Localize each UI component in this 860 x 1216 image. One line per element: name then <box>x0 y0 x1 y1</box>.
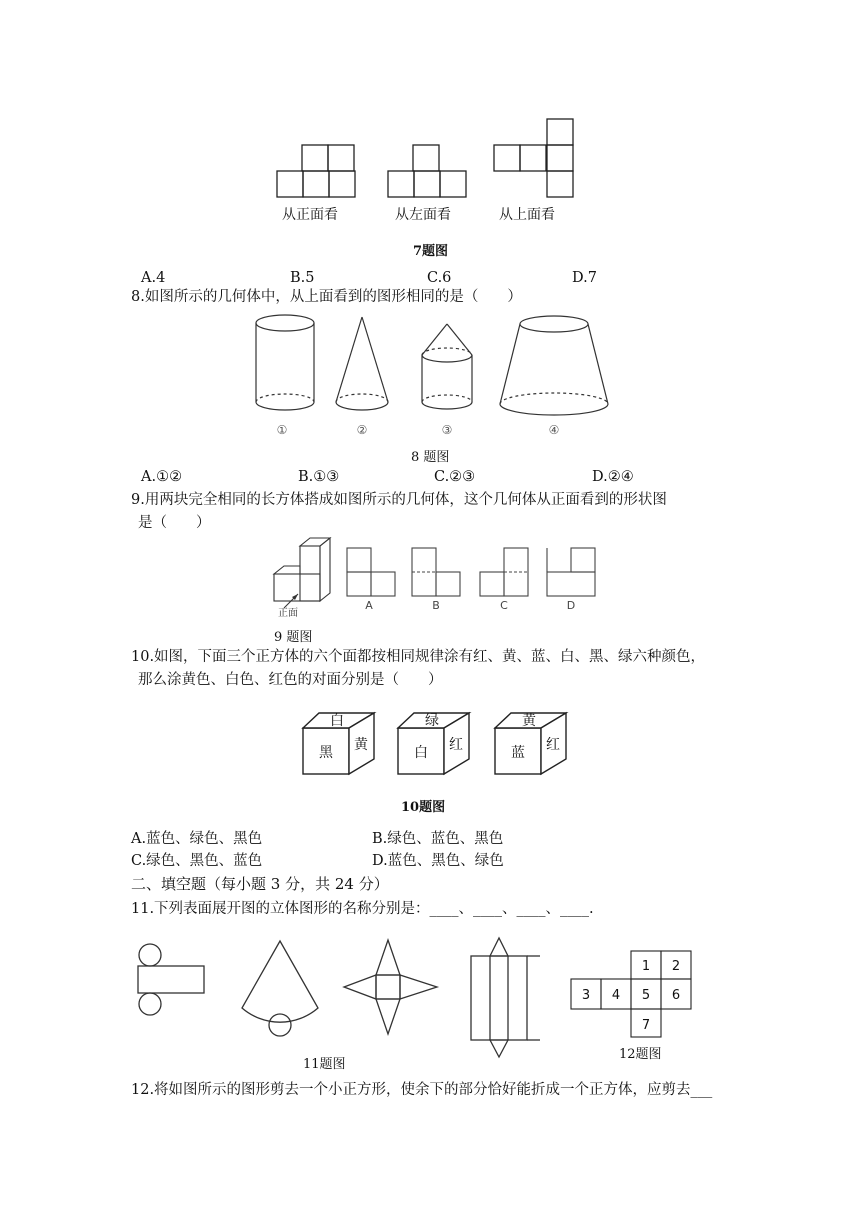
q10-cube1-front: 黑 <box>319 745 333 761</box>
q10-question-line2: 那么涂黄色、白色、红色的对面分别是（ ） <box>138 672 443 688</box>
q10-cube2-side: 红 <box>449 737 463 753</box>
q8-label-1: ① <box>276 423 288 437</box>
q9-question-line1: 9.用两块完全相同的长方体搭成如图所示的几何体，这个几何体从正面看到的形状图 <box>131 492 667 508</box>
q7-option-c: C.6 <box>427 270 452 286</box>
q8-option-a: A.①② <box>141 469 183 485</box>
q11-caption: 11题图 <box>303 1057 346 1072</box>
q8-option-c: C.②③ <box>434 469 476 485</box>
q8-label-3: ③ <box>441 423 453 437</box>
q12-cell-1: 1 <box>641 959 651 974</box>
q7-option-d: D.7 <box>572 270 597 286</box>
q8-label-4: ④ <box>548 423 560 437</box>
q9-question-line2: 是（ ） <box>138 515 211 531</box>
q7-left-view-figure <box>387 144 469 198</box>
q10-cube3-top: 黄 <box>522 713 536 729</box>
q10-cube1-top: 白 <box>330 713 344 729</box>
q8-question: 8.如图所示的几何体中，从上面看到的图形相同的是（ ） <box>131 289 522 305</box>
q7-front-view-figure <box>276 144 358 198</box>
q7-top-view-figure <box>493 118 577 198</box>
q10-cube2-top: 绿 <box>425 713 439 729</box>
q10-option-a: A.蓝色、绿色、黑色 <box>131 831 263 847</box>
q12-question: 12.将如图所示的图形剪去一个小正方形，使余下的部分恰好能折成一个正方体，应剪去___ <box>131 1082 713 1098</box>
q9-option-label-c: C <box>500 599 508 612</box>
q10-option-c: C.绿色、黑色、蓝色 <box>131 853 263 869</box>
q8-option-b: B.①③ <box>298 469 340 485</box>
q10-option-b: B.绿色、蓝色、黑色 <box>372 831 504 847</box>
q10-option-d: D.蓝色、黑色、绿色 <box>372 853 504 869</box>
q7-option-b: B.5 <box>290 270 315 286</box>
q7-caption: 7题图 <box>413 244 449 259</box>
q12-cell-4: 4 <box>611 988 621 1003</box>
q12-caption: 12题图 <box>619 1047 662 1062</box>
q7-option-a: A.4 <box>141 270 166 286</box>
q7-view-label-top: 从上面看 <box>499 207 555 223</box>
q7-view-label-front: 从正面看 <box>282 207 338 223</box>
q8-solids-figure <box>248 312 618 442</box>
q9-options-figure <box>345 546 600 614</box>
q9-front-label: 正面 <box>278 608 298 619</box>
section2-title: 二、填空题（每小题 3 分，共 24 分） <box>131 875 389 893</box>
q10-question-line1: 10.如图，下面三个正方体的六个面都按相同规律涂有红、黄、蓝、白、黑、绿六种颜色， <box>131 649 706 665</box>
q8-option-d: D.②④ <box>592 469 634 485</box>
q9-caption: 9 题图 <box>274 630 313 645</box>
q12-cell-3: 3 <box>581 988 591 1003</box>
q8-caption: 8 题图 <box>411 450 450 465</box>
q9-option-label-a: A <box>365 599 373 612</box>
q11-question: 11.下列表面展开图的立体图形的名称分别是：____、____、____、____. <box>131 901 594 917</box>
q10-cube1-side: 黄 <box>354 737 368 753</box>
q12-cell-7: 7 <box>641 1018 651 1033</box>
q11-nets-figure <box>132 935 552 1053</box>
q12-cell-5: 5 <box>641 988 651 1003</box>
q12-net-grid <box>568 950 694 1040</box>
q10-cube3-side: 红 <box>546 737 560 753</box>
q10-cube-1 <box>302 712 376 776</box>
q9-option-label-b: B <box>432 599 440 612</box>
q10-caption: 10题图 <box>401 800 446 815</box>
q12-cell-2: 2 <box>671 959 681 974</box>
q10-cube-2 <box>397 712 471 776</box>
q8-label-2: ② <box>356 423 368 437</box>
q9-solid-figure <box>268 536 338 620</box>
q10-cube-3 <box>494 712 568 776</box>
q9-option-label-d: D <box>566 599 576 612</box>
q7-view-label-left: 从左面看 <box>395 207 451 223</box>
q10-cube3-front: 蓝 <box>511 745 525 761</box>
q10-cube2-front: 白 <box>414 745 428 761</box>
q12-cell-6: 6 <box>671 988 681 1003</box>
